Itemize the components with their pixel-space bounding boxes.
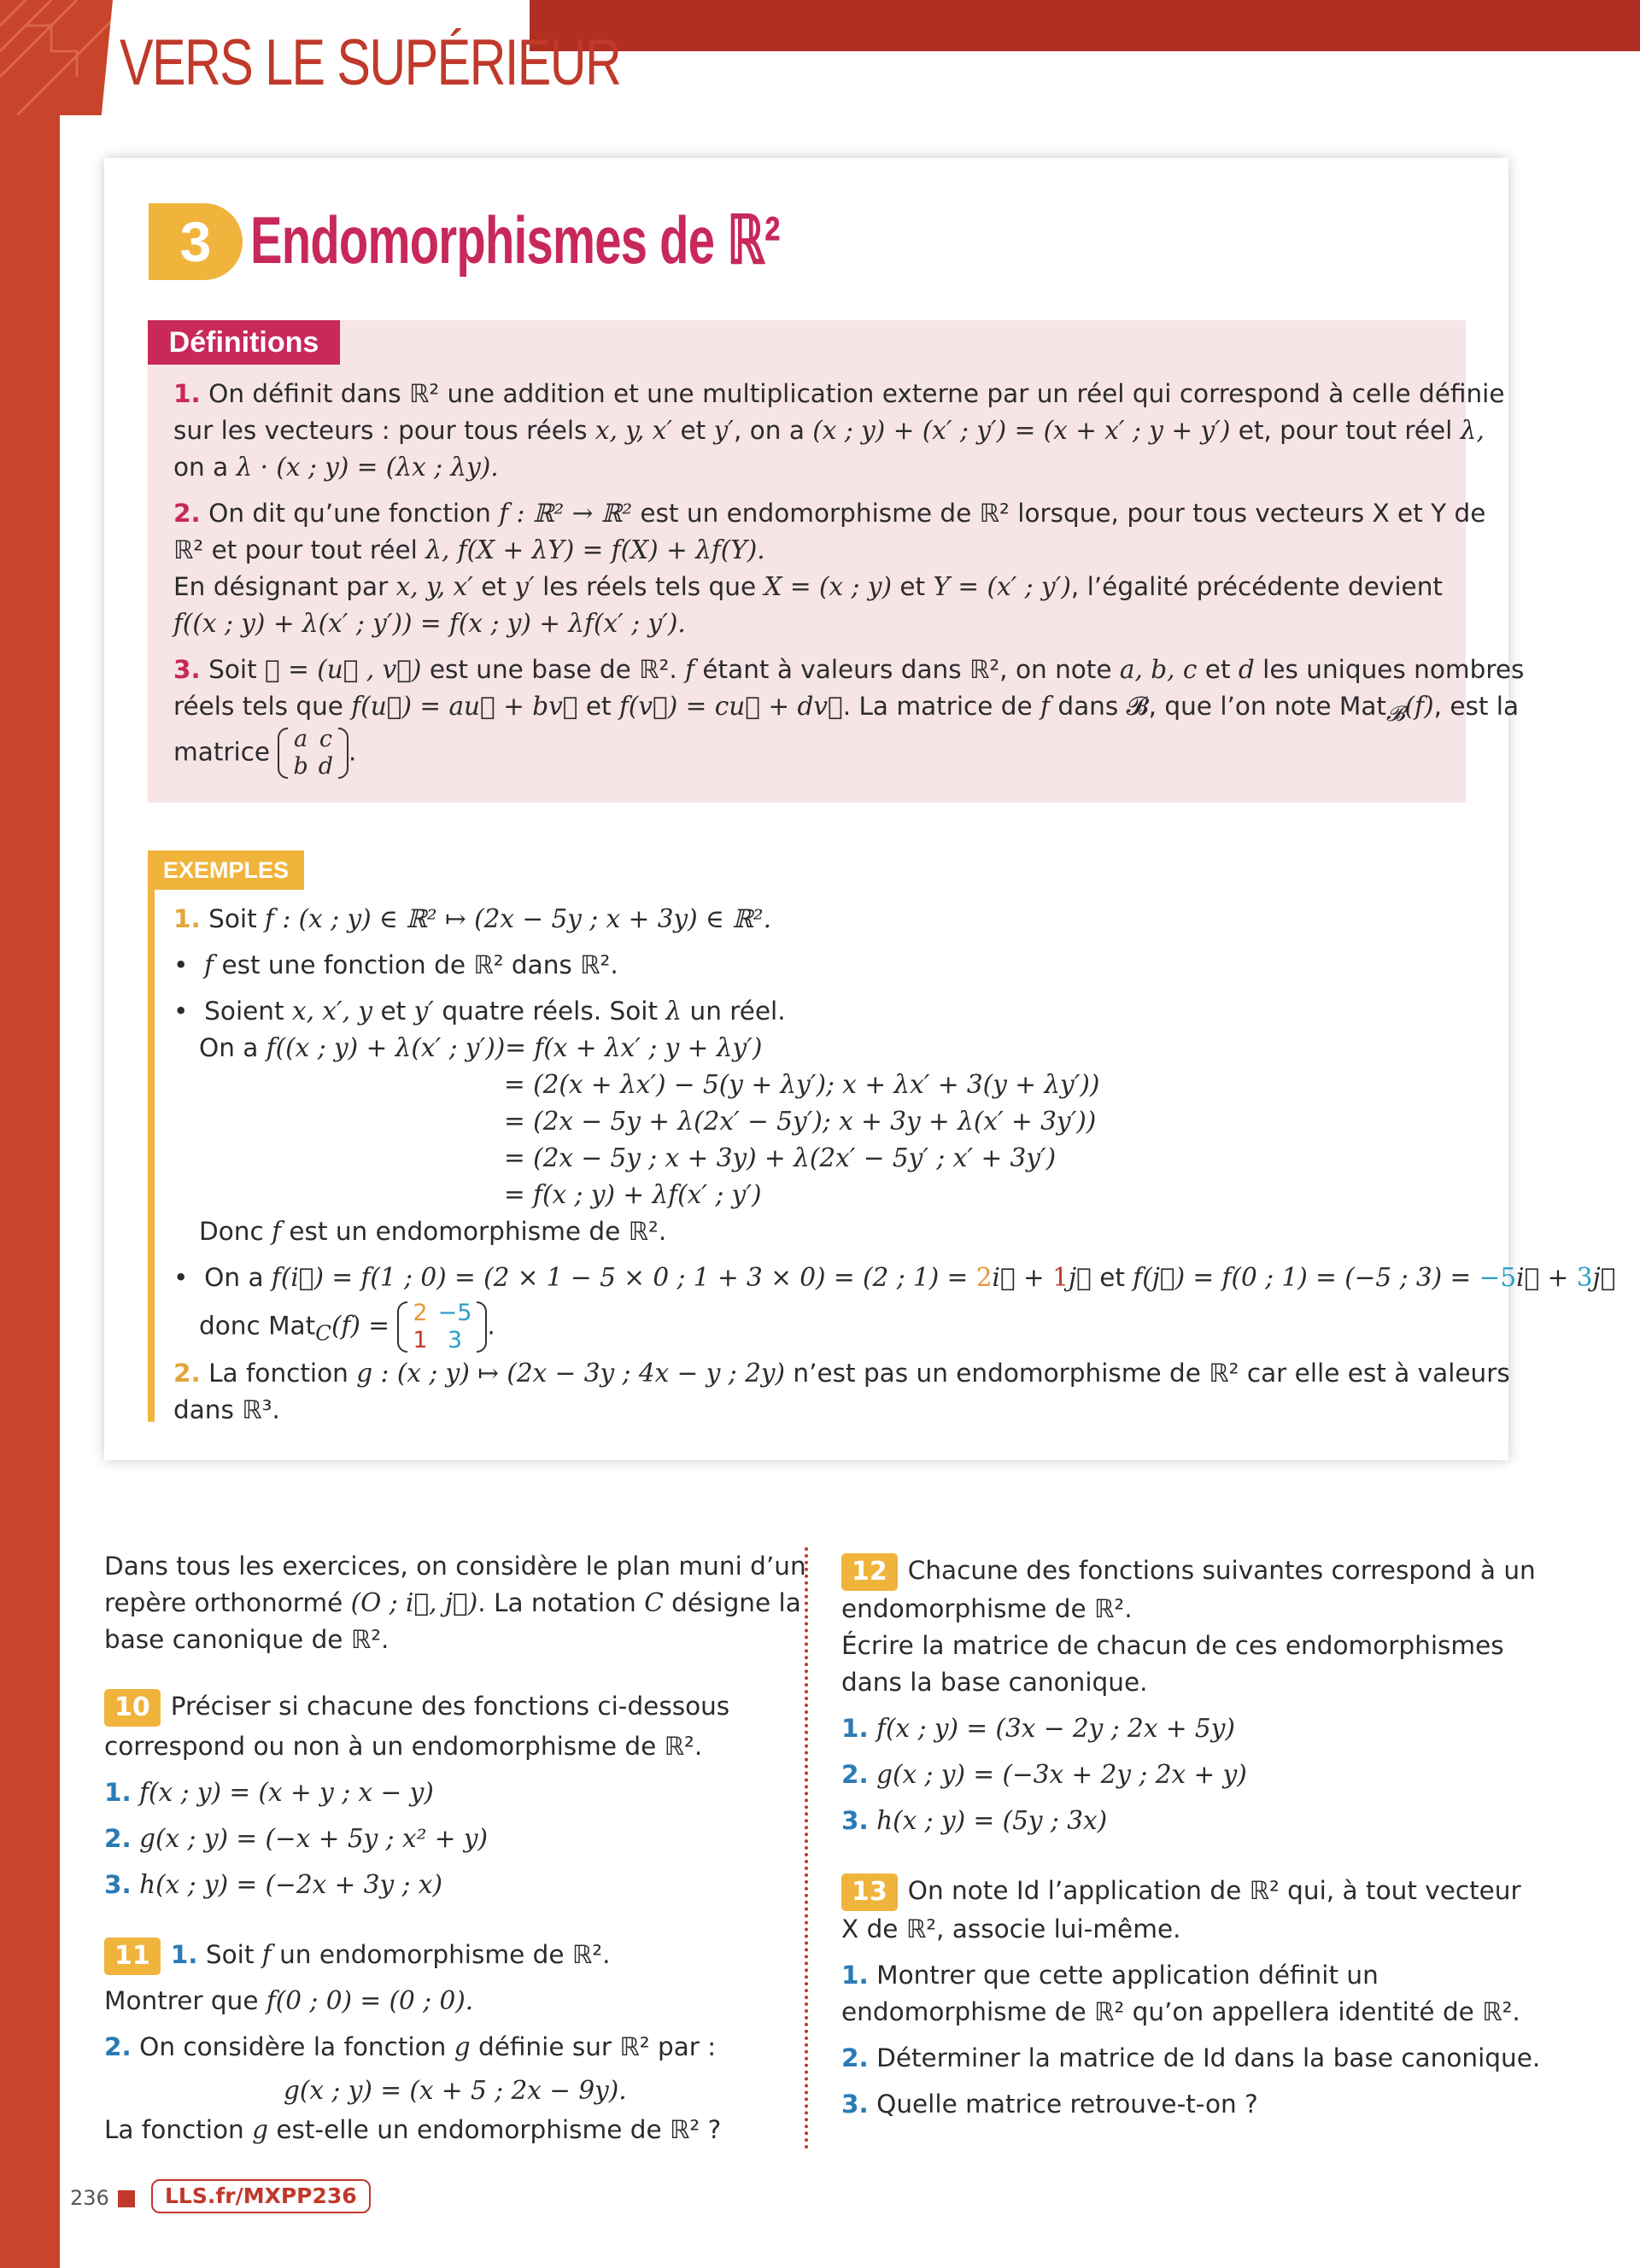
exercise-13-item-1: 1. Montrer que cette application définit un [841, 1961, 1379, 1990]
example-1-conclusion: Donc f est un endomorphisme de ℝ². [199, 1217, 667, 1246]
exercise-13-line-1: 13 On note Id l’application de ℝ² qui, à tout vecteur [841, 1873, 1521, 1911]
corner-decoration [0, 0, 113, 115]
example-2-line-2: dans ℝ³. [173, 1395, 280, 1424]
definition-2-line-2: ℝ² et pour tout réel λ, f(X + λY) = f(X) + λf(Y). [173, 535, 765, 564]
definition-1-line-2: sur les vecteurs : pour tous réels x, y, x′ et y′, on a (x ; y) + (x′ ; y′) = (x + x′ ; y + y′) et, pour tout réel λ, [173, 416, 1485, 445]
definition-1-line-1: 1. On définit dans ℝ² une addition et une multiplication externe par un réel qui correspond à celle définie [173, 379, 1505, 408]
example-2-line-1: 2. La fonction g : (x ; y) ↦ (2x − 3y ; 4x − y ; 2y) n’est pas un endomorphisme de ℝ² car elle est à valeurs [173, 1359, 1510, 1388]
exercise-12-line-4: dans la base canonique. [841, 1668, 1148, 1697]
example-1-equation-1: On a f((x ; y) + λ(x′ ; y′))= f(x + λx′ ; y + λy′) [199, 1033, 763, 1062]
examples-side-bar [148, 890, 155, 1422]
matrix-canonical: 2 −5 1 3 [397, 1300, 487, 1354]
intro-line-1: Dans tous les exercices, on considère le plan muni d’un [104, 1552, 806, 1581]
intro-line-3: base canonique de ℝ². [104, 1625, 390, 1654]
definition-3-line-1: 3. Soit 𝓑 = (u⃗ , v⃗) est une base de ℝ². f étant à valeurs dans ℝ², on note a, b, c et d les uniques nombres [173, 655, 1525, 684]
page-number: 236 [70, 2186, 109, 2210]
example-1-equation-3: = (2x − 5y + λ(2x′ − 5y′); x + 3y + λ(x′ + 3y′)) [504, 1107, 1097, 1136]
matrix-abcd: a c b d [278, 726, 348, 780]
section-number-badge: 3 [149, 203, 243, 280]
definition-1-line-3: on a λ · (x ; y) = (λx ; λy). [173, 453, 499, 482]
definition-2-line-1: 2. On dit qu’une fonction f : ℝ² → ℝ² est un endomorphisme de ℝ² lorsque, pour tous vecteurs X et Y de [173, 499, 1486, 528]
definitions-label: Définitions [148, 320, 340, 365]
exercise-12-line-2: endomorphisme de ℝ². [841, 1594, 1133, 1623]
example-1-equation-4: = (2x − 5y ; x + 3y) + λ(2x′ − 5y′ ; x′ + 3y′) [504, 1143, 1057, 1172]
pattern-icon [0, 0, 113, 115]
page-marker-icon [118, 2190, 135, 2207]
example-1-matrix-line: donc Mat$_C$(f) = 2 −5 1 3 . [199, 1300, 495, 1353]
top-banner-bar [530, 0, 1640, 51]
definition-3-line-3: matrice a c b d . [173, 726, 357, 780]
exercise-13-item-1-cont: endomorphisme de ℝ² qu’on appellera identité de ℝ². [841, 1997, 1520, 2026]
example-1-equation-2: = (2(x + λx′) − 5(y + λy′); x + λx′ + 3(y + λy′)) [504, 1070, 1100, 1099]
definition-2-line-4: f((x ; y) + λ(x′ ; y′)) = f(x ; y) + λf(x′ ; y′). [173, 609, 686, 638]
exercise-11-line-5: La fonction g est-elle un endomorphisme de ℝ² ? [104, 2115, 722, 2144]
exercise-11-line-2: Montrer que f(0 ; 0) = (0 ; 0). [104, 1986, 474, 2015]
exercise-13-badge: 13 [841, 1873, 898, 1911]
left-margin-bar [0, 0, 60, 2268]
example-1-line-1: 1. Soit f : (x ; y) ∈ ℝ² ↦ (2x − 5y ; x + 3y) ∈ ℝ². [173, 904, 771, 933]
example-1-bullet-3: • On a f(i⃗) = f(1 ; 0) = (2 × 1 − 5 × 0 ; 1 + 3 × 0) = (2 ; 1) = 2i⃗ + 1j⃗ et f(j⃗) = f(0 ; 1) = (−5 ; 3) = −5i⃗ + 3j⃗ [173, 1263, 1616, 1292]
exercise-12-line-1: 12 Chacune des fonctions suivantes correspond à un [841, 1552, 1536, 1591]
section-title: Endomorphismes de ℝ² [250, 202, 780, 278]
example-1-bullet-2: • Soient x, x′, y et y′ quatre réels. Soit λ un réel. [173, 997, 786, 1026]
exercise-11-badge: 11 [104, 1938, 161, 1975]
column-separator [805, 1547, 808, 2149]
definition-2-line-3: En désignant par x, y, x′ et y′ les réels tels que X = (x ; y) et Y = (x′ ; y′), l’égalité précédente devient [173, 572, 1443, 601]
resource-link[interactable]: LLS.fr/MXPP236 [151, 2179, 371, 2213]
exercise-13-item-2: 2. Déterminer la matrice de Id dans la base canonique. [841, 2043, 1541, 2072]
exercise-13-line-2: X de ℝ², associe lui-même. [841, 1914, 1181, 1944]
examples-label: EXEMPLES [148, 850, 304, 890]
exercise-13-item-3: 3. Quelle matrice retrouve-t-on ? [841, 2090, 1258, 2119]
exercise-10-badge: 10 [104, 1689, 161, 1727]
exercise-12-badge: 12 [841, 1553, 898, 1591]
example-1-equation-5: = f(x ; y) + λf(x′ ; y′) [504, 1180, 762, 1209]
exercise-11-formula: g(x ; y) = (x + 5 ; 2x − 9y). [284, 2076, 627, 2105]
example-1-bullet-1: • f est une fonction de ℝ² dans ℝ². [173, 950, 618, 979]
exercise-10-item-3: 3. h(x ; y) = (−2x + 3y ; x) [104, 1870, 442, 1899]
exercise-10-item-2: 2. g(x ; y) = (−x + 5y ; x² + y) [104, 1824, 489, 1853]
exercise-11-line-1: 11 1. Soit f un endomorphisme de ℝ². [104, 1937, 610, 1975]
exercise-12-item-1: 1. f(x ; y) = (3x − 2y ; 2x + 5y) [841, 1714, 1235, 1743]
exercise-10-item-1: 1. f(x ; y) = (x + y ; x − y) [104, 1778, 434, 1807]
exercise-12-item-2: 2. g(x ; y) = (−3x + 2y ; 2x + y) [841, 1760, 1247, 1789]
intro-line-2: repère orthonormé (O ; i⃗, j⃗). La notation C désigne la [104, 1588, 801, 1617]
exercise-10-line-2: correspond ou non à un endomorphisme de ℝ². [104, 1732, 703, 1761]
exercise-10-line-1: 10 Préciser si chacune des fonctions ci-dessous [104, 1688, 729, 1727]
header-title: VERS LE SUPÉRIEUR [120, 26, 621, 99]
exercise-12-line-3: Écrire la matrice de chacun de ces endomorphismes [841, 1631, 1504, 1660]
exercise-12-item-3: 3. h(x ; y) = (5y ; 3x) [841, 1806, 1108, 1835]
exercise-11-line-3: 2. On considère la fonction g définie sur ℝ² par : [104, 2032, 717, 2061]
definition-3-line-2: réels tels que f(u⃗) = au⃗ + bv⃗ et f(v⃗) = cu⃗ + dv⃗. La matrice de f dans 𝓑, que l’on note Mat$_𝓑$(f), est la [173, 692, 1520, 726]
